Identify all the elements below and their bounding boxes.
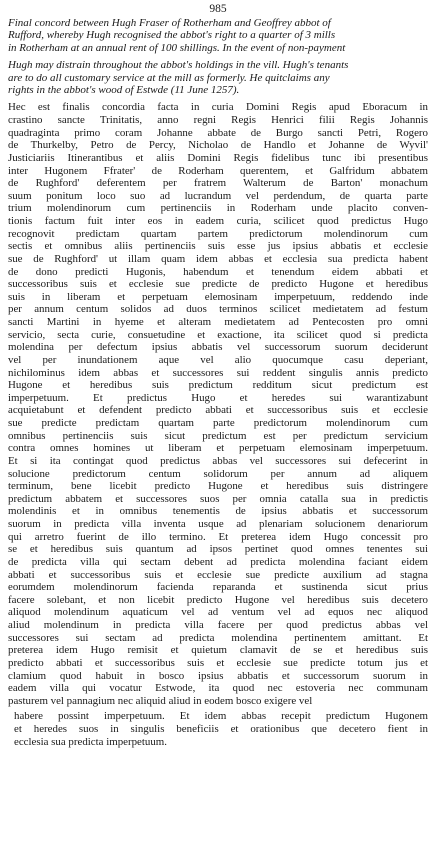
text-line: Et si ita contingat quod predictus abbas vel successores sui defecerint in xyxy=(8,454,428,467)
text-line: recognovit predictam quartam partem predictorum molendinorum cum xyxy=(8,227,428,240)
summary-line: in Rotherham at an annual rent of 100 shillings. In the event of non-payment xyxy=(8,41,346,54)
summary-line: Final concord between Hugh Fraser of Rotherham and Geoffrey abbot of xyxy=(8,17,331,29)
text-line: preterea idem Hugo remisit et quietum clamavit de se et heredibus suis xyxy=(8,644,428,657)
text-line: vel per inundationem aque vel alio quocumque casu deperiant, xyxy=(8,353,428,366)
text-line: sancti Martini in hyeme et alteram medietatem ad Pentecosten pro omni xyxy=(8,316,428,329)
text-line: trium molendinorum cum pertinenciis in Roderham unde placito conven- xyxy=(8,202,428,215)
charter-text xyxy=(8,101,428,707)
text-line: abbati et successoribus suis et ecclesie sue predicte auxilium ad stagna xyxy=(8,568,428,581)
text-line: de predicta villa qui sectam debent ad predicta molendina faciant eidem xyxy=(8,555,428,568)
text-line: de Thurkelby, Petro de Percy, Nicholao de Handlo et Johanne de Wyvil' xyxy=(8,139,428,152)
text-line: habere possint imperpetuum. Et idem abbas recepit predictum Hugonem xyxy=(14,710,428,723)
text-line: imperpetuum. Et predictus Hugo et heredes sui warantizabunt xyxy=(8,391,428,404)
text-line: qui arretro fuerint de illo termino. Et preterea idem Hugo concessit pro xyxy=(8,530,428,543)
charter-text-continuation xyxy=(14,710,428,748)
text-line: clamium quod habuit in bosco ipsius abbatis et successorum suorum in xyxy=(8,669,428,682)
text-line: tionis factum fuit inter eos in eadem curia, scilicet quod predictus Hugo xyxy=(8,215,428,228)
text-line: de Rughford' deferentem per fratrem Walterum de Barton' monachum xyxy=(8,177,428,190)
summary-line: rights in the abbot's wood of Estwde (11 June 1257). xyxy=(8,84,240,97)
text-line: sectis et omnibus aliis pertinenciis suis esse jus ipsius abbatis et ecclesie xyxy=(8,240,428,253)
text-line: successores sui sectam ad predicta molendina pertinentem amittant. Et xyxy=(8,631,428,644)
text-line: ecclesia sua predicta imperpetuum. xyxy=(14,735,168,748)
text-line: suum ponitum loco suo ad lucrandum vel perdendum, de quarta parte xyxy=(8,189,428,202)
text-line: facere solebant, et non licebit predicto Hugone vel heredibus suis decetero xyxy=(8,593,428,606)
text-line: omnibus pertinenciis suis sicut predictum est per predictum servicium xyxy=(8,429,428,442)
text-line: nichilominus idem abbas et successores sui reddent singulis annis predicto xyxy=(8,366,428,379)
text-line: Justiciariis Itinerantibus et aliis Domini Regis fidelibus tunc ibi presentibus xyxy=(8,151,428,164)
text-line: quadraginta primo coram Johanne abbate de Burgo sancti Petri, Rogero xyxy=(8,126,428,139)
text-line: eadem villa qui vocatur Estwode, ita quod nec estoveria nec communam xyxy=(8,682,428,695)
text-line: servicio, secta curie, consuetudine et exactione, ita scilicet quod si predicta xyxy=(8,328,428,341)
text-line: et heredes suos in singulis beneficiis et orationibus que decetero fient in xyxy=(14,723,428,736)
text-line: terminum, bene licebit predicto Hugone et heredibus suis distringere xyxy=(8,480,428,493)
text-line: suorum in predicta villa inventa usque ad plenariam solucionem denariorum xyxy=(8,518,428,531)
summary-line: are to do all customary service at the mill as formerly. He quitclaims any xyxy=(8,71,330,84)
text-line: solucione predictorum centum solidorum per annum ad aliquem xyxy=(8,467,428,480)
text-line: predicto abbati et successoribus suis et ecclesie sue predicte totum jus et xyxy=(8,656,428,669)
text-line: pasturem vel pannagium nec aliquid aliud in eodem bosco exigere vel xyxy=(8,694,313,707)
page-number: 985 xyxy=(209,3,227,15)
text-line: aliud molendinum in predicta villa facere per quod predictus abbas vel xyxy=(8,619,428,632)
text-line: successoribus suis et ecclesie sue predicte de predicto Hugone et heredibus xyxy=(8,278,428,291)
text-line: de dono predicti Hugonis, habendum et tenendum eidem abbati et xyxy=(8,265,428,278)
text-line: inter Hugonem Ffrater' de Roderham querentem, et Galfridum abbatem xyxy=(8,164,428,177)
text-line: eorumdem molendinorum facienda reparanda et sustinenda sicut prius xyxy=(8,581,428,594)
text-line: Hec est finalis concordia facta in curia Domini Regis apud Eboracum in xyxy=(8,101,428,114)
text-line: sue predicte predictam quartam parte predictorum molendinorum cum xyxy=(8,417,428,430)
text-line: predictum abbatem et successores suos per omnia catalla sua in predictis xyxy=(8,492,428,505)
summary-paragraph-2 xyxy=(8,59,428,96)
text-line: acquietabunt et defendent predicto abbati et successoribus suis et ecclesie xyxy=(8,404,428,417)
text-line: contra omnes homines ut liberam et perpetuam elemosinam imperpetuum. xyxy=(8,442,428,455)
summary-line: Rufford, whereby Hugh recognised the abbot's right to a quarter of 3 mills xyxy=(8,29,336,42)
text-line: molendina per defectum ipsius abbatis vel successorum suorum deciderunt xyxy=(8,341,428,354)
text-line: molendinis et in omnibus tenementis de ipsius abbatis et successorum xyxy=(8,505,428,518)
text-line: sue de Rughford' ut illam quam idem abbas et ecclesia sua predicta habent xyxy=(8,252,428,265)
summary-paragraph-1 xyxy=(8,17,428,54)
text-line: aliquod molendinum aquaticum vel ad ventum vel ad equos nec aliquod xyxy=(8,606,428,619)
text-line: per annum centum solidos ad duos terminos scilicet medietatem ad festum xyxy=(8,303,428,316)
text-line: se et heredibus suis quantum ad ipsos pertinet quod omnes tenentes sui xyxy=(8,543,428,556)
text-line: suis in liberam et perpetuam elemosinam imperpetuum, reddendo inde xyxy=(8,290,428,303)
text-line: crastino sancte Trinitatis, anno regni Regis Henrici filii Regis Johannis xyxy=(8,114,428,127)
summary-line: Hugh may distrain throughout the abbot's holdings in the vill. Hugh's tenants xyxy=(8,59,349,72)
text-line: Hugone et heredibus suis predictum redditum sicut predictum est xyxy=(8,379,428,392)
